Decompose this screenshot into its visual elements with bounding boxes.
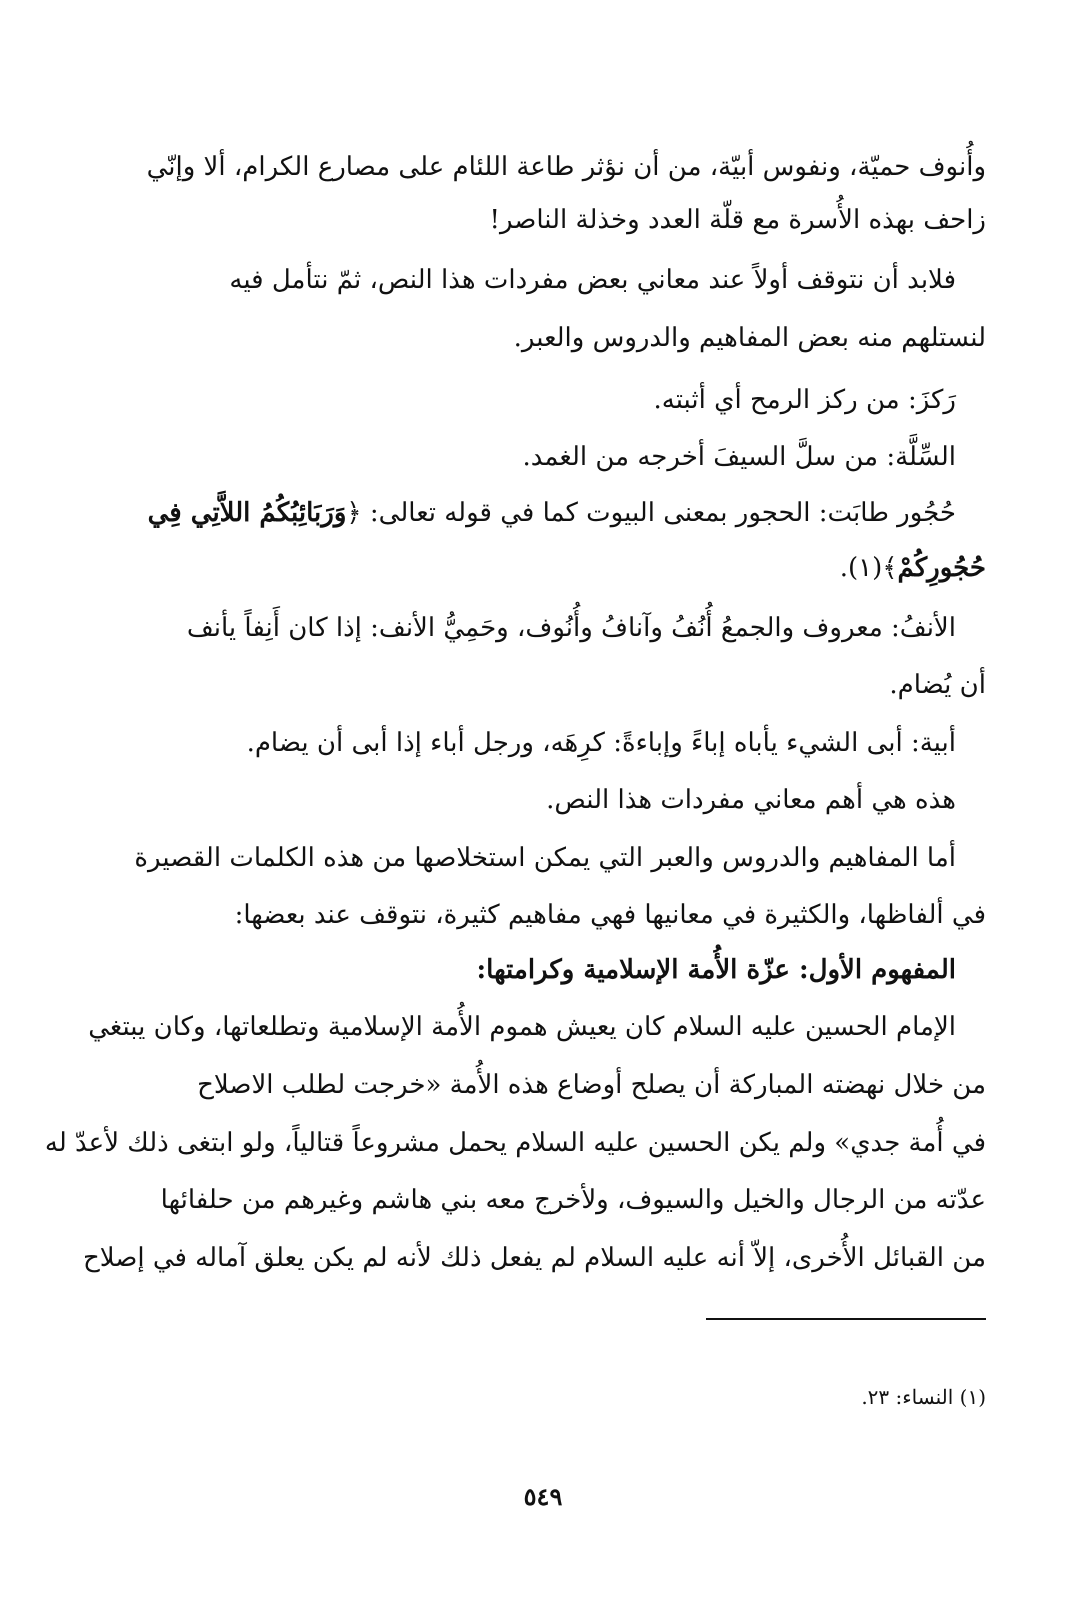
text-line-1: وأُنوف حميّة، ونفوس أبيّة، من أن نؤثر طاعة اللئام على مصارع الكرام، ألا وإنّي xyxy=(146,152,986,182)
text-line-3: فلابد أن نتوقف أولاً عند معاني بعض مفردات هذا النص، ثمّ نتأمل فيه xyxy=(229,265,956,295)
definition-hujur xyxy=(148,493,956,533)
footnote-reference: ﴾(١). xyxy=(839,553,898,583)
page-number: ٥٤٩ xyxy=(523,1482,563,1511)
text-line-4: لنستلهم منه بعض المفاهيم والدروس والعبر. xyxy=(513,323,986,353)
section-heading: المفهوم الأول: عزّة الأُمة الإسلامية وكرامتها: xyxy=(476,955,956,985)
quran-verse-continuation xyxy=(840,548,986,588)
text-line-20: من القبائل الأُخرى، إلاّ أنه عليه السلام لم يفعل ذلك لأنه لم يكن يعلق آماله في إصلاح xyxy=(82,1243,986,1273)
quran-verse-part-2: حُجُورِكُمْ xyxy=(897,553,986,583)
footnote: (١) النساء: ٢٣. xyxy=(861,1385,986,1409)
definition-anf: الأنفُ: معروف والجمعُ أُنُفُ وآنافُ وأُنُوف، وحَمِيُّ الأنف: إذا كان أَنِفاً يأنف xyxy=(186,613,956,643)
definition-anf-continuation: أن يُضام. xyxy=(889,670,986,700)
text-line-19: عدّته من الرجال والخيل والسيوف، ولأخرج معه بني هاشم وغيرهم من حلفائها xyxy=(160,1185,986,1215)
definition-sillah: السِّلَّة: من سلَّ السيفَ أخرجه من الغمد. xyxy=(522,442,956,472)
text-line-13: أما المفاهيم والدروس والعبر التي يمكن استخلاصها من هذه الكلمات القصيرة xyxy=(134,843,956,873)
definition-abiyyah: أبية: أبى الشيء يأباه إباءً وإباءةً: كرِهَه، ورجل أباء إذا أبى أن يضام. xyxy=(246,728,956,758)
text-line-2: زاحف بهذه الأُسرة مع قلّة العدد وخذلة الناصر! xyxy=(489,205,986,235)
footnote-divider xyxy=(706,1318,986,1320)
text-line-17: من خلال نهضته المباركة أن يصلح أوضاع هذه الأُمة «خرجت لطلب الاصلاح xyxy=(197,1070,986,1100)
text-line-16: الإمام الحسين عليه السلام كان يعيش هموم الأُمة الإسلامية وتطلعاتها، وكان يبتغي xyxy=(88,1012,956,1042)
quran-verse-part-1: وَرَبَائِبُكُمُ اللاَّتِي فِي xyxy=(147,498,347,528)
text-line-summary: هذه هي أهم معاني مفردات هذا النص. xyxy=(546,785,956,815)
definition-rakaza: رَكزَ: من ركز الرمح أي أثبته. xyxy=(653,385,956,415)
definition-hujur-text: حُجُور طابَت: الحجور بمعنى البيوت كما في قوله تعالى: ﴿ xyxy=(346,498,956,528)
text-line-18: في أُمة جدي» ولم يكن الحسين عليه السلام يحمل مشروعاً قتالياً، ولو ابتغى ذلك لأعدّ له xyxy=(44,1128,986,1158)
text-line-14: في ألفاظها، والكثيرة في معانيها فهي مفاهيم كثيرة، نتوقف عند بعضها: xyxy=(234,900,986,930)
